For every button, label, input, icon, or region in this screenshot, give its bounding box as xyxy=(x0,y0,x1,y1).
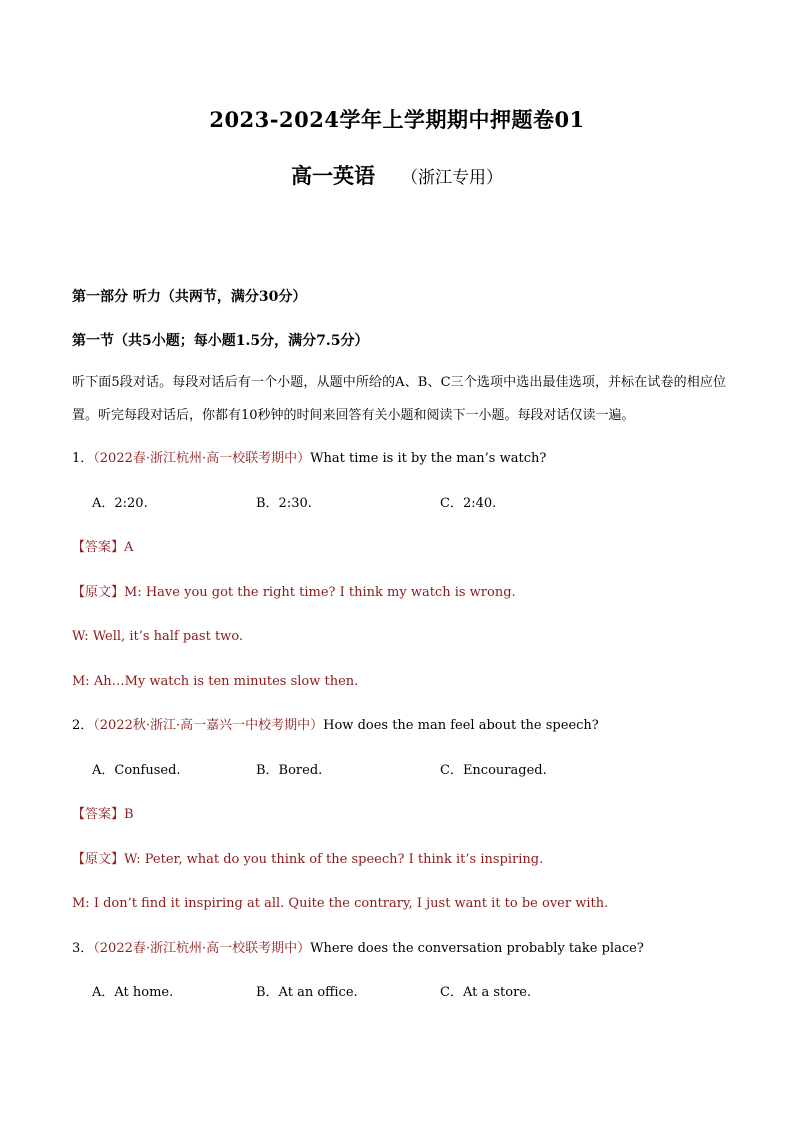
transcript-text: M: Have you got the right time? I think my watch is wrong. xyxy=(124,585,516,600)
question-source: （2022秋·浙江·高一嘉兴一中校考期中） xyxy=(93,718,324,733)
question-source: （2022春·浙江杭州·高一校联考期中） xyxy=(93,451,311,466)
transcript-1-line-2: W: Well, it’s half past two. xyxy=(72,629,244,644)
answer-2 xyxy=(72,804,732,826)
exam-title: 2023-2024学年上学期期中押题卷01 xyxy=(209,107,585,132)
transcript-label: 【原文】 xyxy=(72,585,125,600)
question-3 xyxy=(72,938,732,960)
transcript-label: 【原文】 xyxy=(72,852,125,867)
transcript-2-line-1 xyxy=(72,849,732,871)
option-a: A．Confused. xyxy=(92,763,181,778)
section-heading: 第一节（共5小题；每小题1.5分，满分7.5分） xyxy=(72,333,369,349)
question-number: 2． xyxy=(72,718,94,733)
question-stem: What time is it by the man’s watch? xyxy=(310,451,547,466)
option-b: B．2:30. xyxy=(256,496,312,511)
transcript-text: W: Peter, what do you think of the speech? I think it’s inspiring. xyxy=(124,852,544,867)
question-1 xyxy=(72,448,732,470)
answer-1 xyxy=(72,537,732,559)
region-label: （浙江专用） xyxy=(401,168,503,188)
question-stem: How does the man feel about the speech? xyxy=(323,718,599,733)
question-source: （2022春·浙江杭州·高一校联考期中） xyxy=(93,941,311,956)
option-c: C．2:40. xyxy=(440,496,497,511)
transcript-1-line-1 xyxy=(72,582,732,604)
subject-label: 高一英语 xyxy=(291,163,375,188)
exam-subtitle xyxy=(0,160,794,190)
question-number: 3． xyxy=(72,941,94,956)
option-a: A．2:20. xyxy=(92,496,148,511)
question-number: 1． xyxy=(72,451,94,466)
answer-label: 【答案】 xyxy=(72,540,125,555)
question-2 xyxy=(72,715,732,737)
part-heading: 第一部分 听力（共两节，满分30分） xyxy=(72,289,307,305)
option-b: B．At an office. xyxy=(256,985,358,1000)
answer-label: 【答案】 xyxy=(72,807,125,822)
transcript-1-line-3: M: Ah…My watch is ten minutes slow then. xyxy=(72,674,359,689)
option-c: C．At a store. xyxy=(440,985,532,1000)
option-b: B．Bored. xyxy=(256,763,323,778)
question-stem: Where does the conversation probably take place? xyxy=(310,941,644,956)
option-c: C．Encouraged. xyxy=(440,763,547,778)
option-a: A．At home. xyxy=(92,985,174,1000)
answer-value: B xyxy=(124,807,134,822)
transcript-2-line-2: M: I don’t find it inspiring at all. Quite the contrary, I just want it to be over with. xyxy=(72,896,609,911)
instructions: 听下面5段对话。每段对话后有一个小题，从题中所给的A、B、C三个选项中选出最佳选项，并标在试卷的相应位置。听完每段对话后，你都有10秒钟的时间来回答有关小题和阅读下一小题。每段对话仅读一遍。 xyxy=(72,375,726,423)
answer-value: A xyxy=(124,540,134,555)
